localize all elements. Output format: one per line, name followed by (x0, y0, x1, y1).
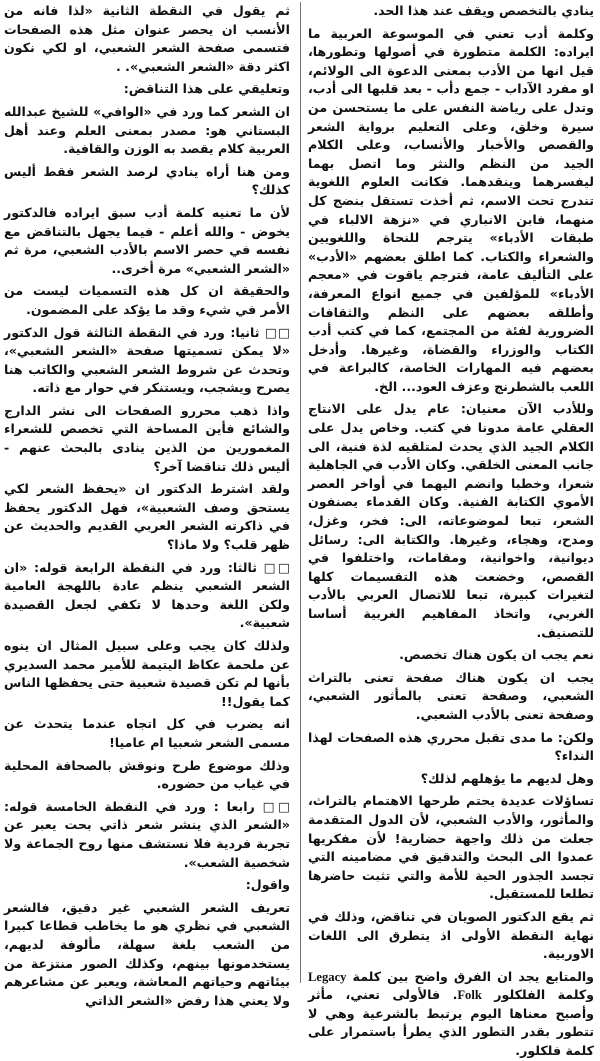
paragraph: ثم يقع الدكتور الصويان في تناقض، وذلك في نهاية النقطة الأولى اذ يتطرق الى اللغات الاوربية. (308, 908, 594, 962)
paragraph: وتعليقي على هذا التناقض: (123, 81, 290, 97)
paragraph: لأن ما تعنيه كلمة أدب سبق ايراده فالدكتور يخوض - والله أعلم - فيما يجهل بالتناقض مع نفسه في حصر الاسم بالأدب الشعبي، مرة ثم «الشعر الشعبي» مرة أخرى.. (4, 204, 290, 276)
paragraph: تساؤلات عديدة يحتم طرحها الاهتمام بالتراث، والمأثور، والأدب الشعبي، لأن الدول المتقدمة جعلت من ذلك واجهة حضارية! لأن مفكريها عمدوا الى البحث والتدقيق في مضامينه التي تجسد الجذور الحية للأمة والتي تثبت حاضرها تطلعا للمستقبل. (308, 793, 594, 902)
paragraph: ولقد اشترط الدكتور ان «يحفظ الشعر لكي يستحق وصف الشعبية»، فهل الدكتور يحفظ في ذاكرته الشعر العربي القديم والحديث عن ظهر قلب؟ ولا ماذا؟ (4, 481, 290, 553)
right-column (308, 2, 594, 1059)
paragraph: □□ ثالثا: ورد في النقطة الرابعة قوله: «ان الشعر الشعبي ينظم عادة باللهجة العامية ولكن اللغة وحدها لا تكفي لجعل القصيدة شعبية». (4, 559, 290, 631)
paragraph: انه يضرب في كل اتجاه عندما يتحدث عن مسمى الشعر شعبيا ام عاميا! (4, 716, 290, 750)
paragraph: ان الشعر كما ورد في «الوافي» للشيخ عبدالله البستاني هو: مصدر بمعنى العلم وعند أهل العربية كلام يقصد به الوزن والقافية. (4, 103, 290, 157)
paragraph: تعريف الشعر الشعبي غير دقيق، فالشعر الشعبي في نظري هو ما يخاطب قطاعا كبيرا من الشعب بلغة سهلة، مألوفة لديهم، يستخدمونها بينهم، وكذلك الصور منتزعة من بيئاتهم وحياتهم المعاشة، ويعبر عن مشاعرهم ولا يعني هذا رفض «الشعر الذاتي (4, 899, 290, 1008)
paragraph: والمتابع يجد ان الفرق واضح بين كلمة Legacy وكلمة الفلكلور Folk. فالأولى تعني، مأثر وأصبح معناها اليوم يرتبط بالشرعية وهي لا تتطور بقدر التطور الذي يطرأ باستمرار على كلمة فلكلور. (308, 968, 594, 1059)
paragraph: □□ رابعا : ورد في النقطة الخامسة قوله: «الشعر الذي ينشر شعر ذاتي بحت يعبر عن تجربة فردية فلا نستشف منها روح الجماعة ولا شخصية الشعب». (4, 798, 290, 870)
paragraph: ثم يقول في النقطة الثانية «لذا فانه من الأنسب ان يحصر عنوان مثل هذه الصفحات فتسمى صفحة الشعر الشعبي، او لكي نكون اكثر دقة «الشعر الشعبي». . (4, 3, 290, 74)
paragraph: ينادي بالتخصص ويقف عند هذا الحد. (373, 3, 594, 18)
paragraph: ولذلك كان يجب وعلى سبيل المثال ان ينوه عن ملحمة عكاظ اليتيمة للأمير محمد السديري بأنها لم تكن قصيدة شعبية حتى يحفظها الناس كما يقول!! (4, 638, 290, 709)
paragraph: □□ ثانيا: ورد في النقطة الثالثة قول الدكتور «لا يمكن تسميتها صفحة «الشعر الشعبي»، وتحدث عن شروط الشعر الشعبي والكاتب هنا يصرح ويشجب، ويستنكر في حوار مع ذاته. (4, 324, 290, 396)
paragraph: والحقيقة ان كل هذه التسميات ليست من الأمر في شيء وقد ما يؤكد على المضمون. (4, 283, 290, 317)
paragraph: واذا ذهب محررو الصفحات الى نشر الدارج والشائع فأين المساحة التي تخصص للشعراء المغمورين من الذين ينادى بالبحث عنهم - أليس ذلك تناقضا آخر؟ (4, 402, 290, 474)
latin-term: Legacy (308, 969, 347, 984)
latin-term: Folk (457, 988, 482, 1003)
paragraph: ولكن: ما مدى تقبل محرري هذه الصفحات لهذا النداء؟ (308, 729, 594, 764)
paragraph: ومن هنا أراه ينادي لرصد الشعر فقط أليس كذلك؟ (4, 163, 290, 198)
paragraph: وهل لديهم ما يؤهلهم لذلك؟ (420, 770, 594, 786)
column-divider (300, 2, 301, 983)
paragraph: واقول: (245, 877, 290, 893)
paragraph: وكلمة أدب تعني في الموسوعة العربية ما ايراده: الكلمة متطورة في أصولها وتطورها، قيل انها من الأدب بمعنى الدعوة الى الولائم، او مفرد الآداب - جمع دأب - بعد قلبها الى أدب، وتدل على رياضة النفس على ما يستحسن من سيرة وخلق، وعلى التعليم برواية الشعر والقصص والأخبار والأنساب، وعلى الكلام الجيد من النظم والنثر وما اتصل بهما ليفسرهما وينقدهما. فكانت العلوم اللغوية تندرج تحت الاسم، ثم أخذت تستقل بنضج كل منهما، فابن الانباري في «نزهة الالباء في طبقات الأدباء» يترجم للنحاة واللغويين والشعراء والكتاب. كما اطلق بعضهم «الأدب» على التأليف عامة، فترجم ياقوت في «معجم الأدباء» للمؤلفين في جميع انواع المعرفة، وأطلقه بعضهم على النظم والثقافات الضرورية لفئة من المجتمع، كما في كتب أدب الكتاب والوزراء والقضاة، وغيرها. وأدخل بعضهم فيه المهارات الخاصة، كالبراعة في اللعب بالشطرنج وعزف العود... الخ. (308, 25, 594, 394)
paragraph: نعم يجب ان يكون هناك تخصص. (399, 647, 594, 663)
paragraph: وذلك موضوع طرح ونوقش بالصحافة المحلية في غياب من حضوره. (4, 757, 290, 792)
paragraph: وللأدب الآن معنيان: عام يدل على الانتاج العقلي عامة مدونا في كتب. وخاص يدل على الكلام الجيد الذي يحدث لمتلقيه لذة فنية، الى جانب المعنى الخلقي. وكان الأدب في الجاهلية شعرا، وخطبا وانضم اليهما في أواخر العصر الأموي الكتابة الفنية. وكان القدماء يصنفون الشعر، تبعا لموضوعاته، الى: فخر، وغزل، ومدح، وهجاء، وغيرها. والكتابة الى: رسائل ديوانية، واخوانية، ومقامات، واختلفوا في القصص، وخضعت هذه التقسيمات كلها لتغيرات كبيرة، تبعا للاتصال العربي بالأدب الغربي، واتخاذ المفاهيم الغربية أساسا للتصنيف. (308, 401, 594, 640)
paragraph: يجب ان يكون هناك صفحة تعنى بالتراث الشعبي، وصفحة تعنى بالمأثور الشعبي، وصفحة تعنى بالأدب الشعبي. (308, 669, 594, 722)
left-column (4, 2, 290, 1008)
